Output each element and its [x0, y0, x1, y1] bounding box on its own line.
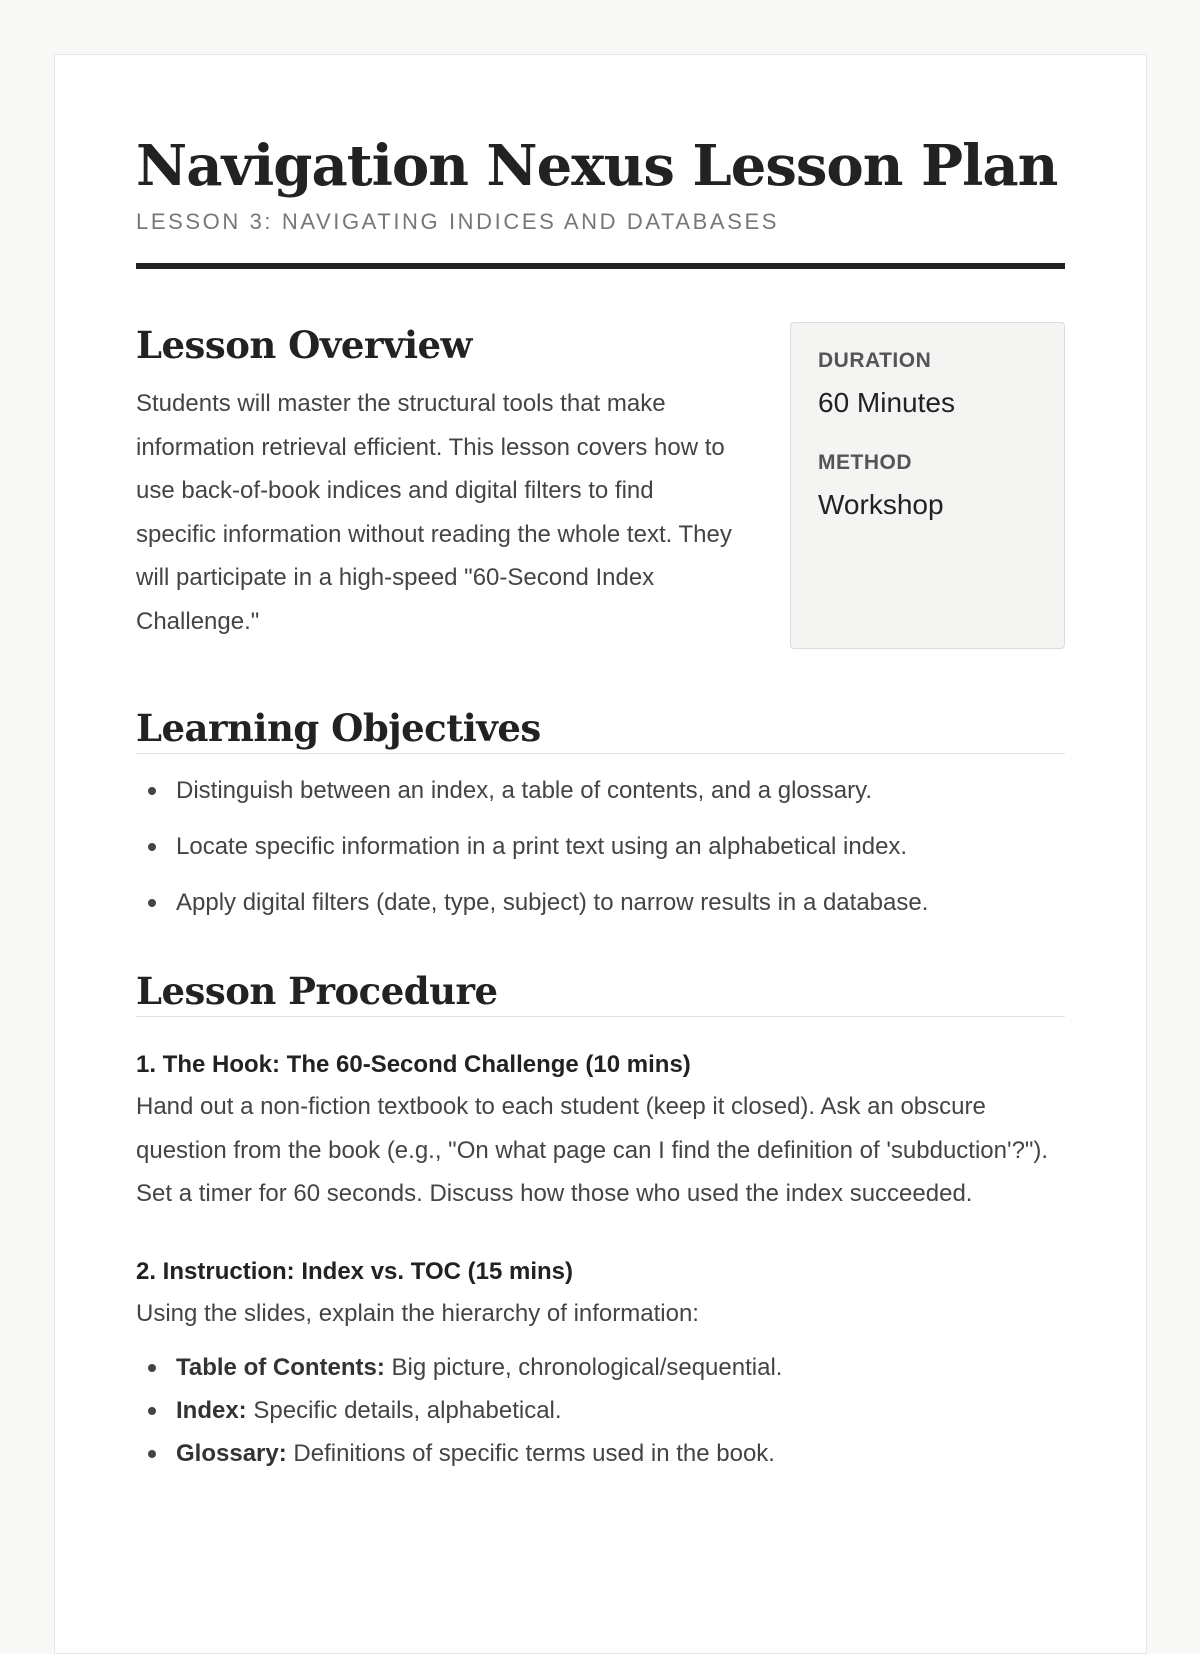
procedure-heading: Lesson Procedure [136, 969, 498, 1013]
objectives-heading-row [136, 705, 1065, 754]
lesson-plan-page [54, 54, 1147, 1654]
objective-item: Locate specific information in a print text using an alphabetical index. [146, 828, 1065, 866]
objectives-heading: Learning Objectives [136, 706, 541, 750]
lesson-meta-box [790, 322, 1065, 649]
method-label: METHOD [818, 451, 912, 474]
overview-text: Students will master the structural tools that make information retrieval efficient. This lesson covers how to use back-of-book indices and digital filters to find specific information without reading the whole text. They will participate in a high-speed "60-Second Index Challenge." [136, 390, 732, 635]
step-2-body: Using the slides, explain the hierarchy of information: [136, 1299, 699, 1327]
definition-desc: Definitions of specific terms used in the book. [293, 1440, 775, 1467]
objective-item: Apply digital filters (date, type, subject) to narrow results in a database. [146, 884, 1065, 922]
step-1-title: 1. The Hook: The 60-Second Challenge (10 mins) [136, 1051, 691, 1078]
step-1-body: Hand out a non-fiction textbook to each student (keep it closed). Ask an obscure question from the book (e.g., "On what page can I find the definition of 'subduction'?"). Set a timer for 60 seconds. Discuss how those who used the index succeeded. [136, 1093, 1049, 1207]
definition-item [146, 1435, 1065, 1473]
objective-item: Distinguish between an index, a table of contents, and a glossary. [146, 772, 1065, 810]
definition-desc: Specific details, alphabetical. [253, 1397, 562, 1424]
definitions-list [136, 1349, 1065, 1473]
page-title: Navigation Nexus Lesson Plan [136, 133, 1058, 199]
overview-heading: Lesson Overview [136, 323, 472, 367]
definition-item [146, 1392, 1065, 1430]
definition-desc: Big picture, chronological/sequential. [391, 1354, 783, 1381]
method-value: Workshop [818, 489, 944, 520]
procedure-section [136, 968, 1065, 1473]
step-2-title: 2. Instruction: Index vs. TOC (15 mins) [136, 1257, 573, 1285]
overview-section [136, 322, 1065, 649]
definition-term: Index: [176, 1397, 247, 1424]
page-subtitle: LESSON 3: NAVIGATING INDICES AND DATABASES [136, 209, 780, 234]
definition-term: Table of Contents: [176, 1354, 385, 1381]
procedure-heading-row [136, 968, 1065, 1017]
duration-label: DURATION [818, 349, 932, 372]
definition-item [146, 1349, 1065, 1387]
objectives-list [136, 772, 1065, 922]
duration-value: 60 Minutes [818, 387, 955, 418]
definition-term: Glossary: [176, 1440, 287, 1467]
overview-content [136, 322, 736, 649]
header-divider [136, 263, 1065, 269]
objectives-section [136, 705, 1065, 922]
